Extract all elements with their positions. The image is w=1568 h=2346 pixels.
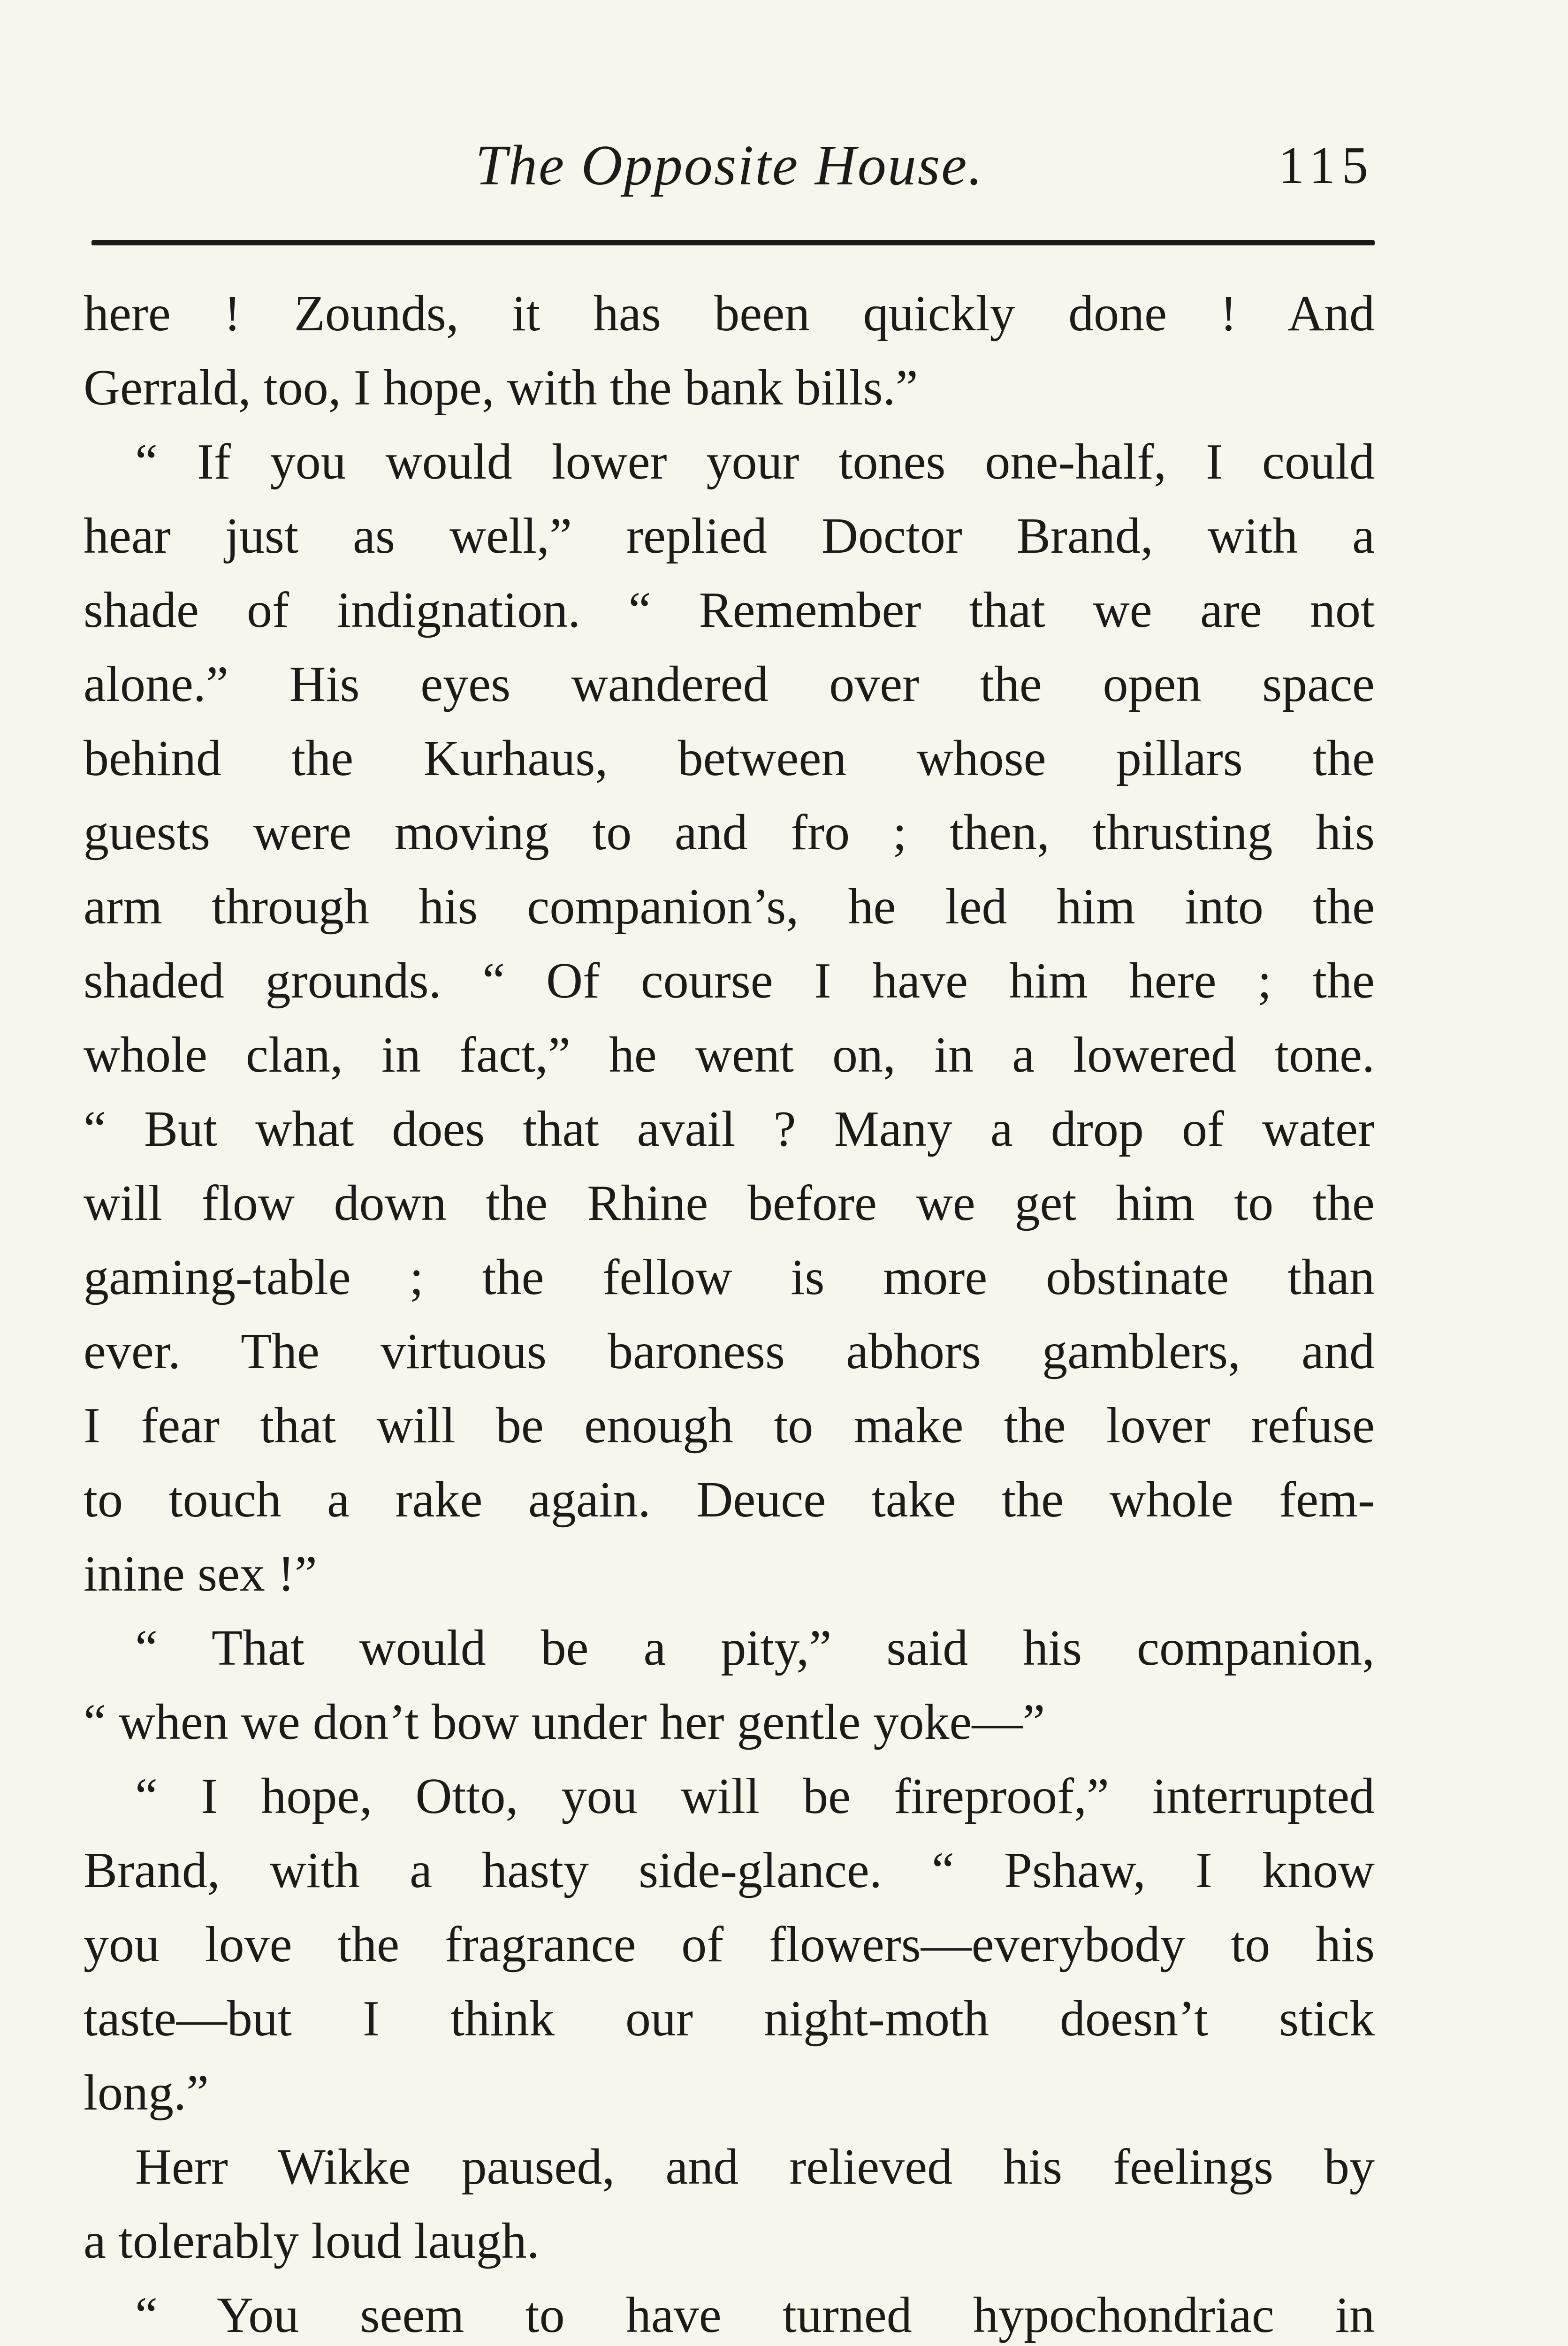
text-line: “ You seem to have turned hypochondriac in <box>135 2287 1375 2343</box>
text-line: Herr Wikke paused, and relieved his feelings by <box>135 2139 1375 2195</box>
text-line: arm through his companion’s, he led him into the <box>84 879 1375 935</box>
text-line: you love the fragrance of flowers—everybody to his <box>84 1917 1375 1973</box>
text-line: “ That would be a pity,” said his companion, <box>135 1620 1375 1676</box>
text-line: Gerrald, too, I hope, with the bank bills.” <box>84 360 918 416</box>
text-line: inine sex !” <box>84 1546 317 1602</box>
text-line: Brand, with a hasty side-glance. “ Pshaw, I know <box>84 1843 1375 1898</box>
running-head <box>84 126 1375 206</box>
text-line: shaded grounds. “ Of course I have him here ; the <box>84 953 1375 1009</box>
text-line: “ If you would lower your tones one-half, I could <box>135 434 1375 490</box>
page-number: 115 <box>1278 137 1375 195</box>
text-line: gaming-table ; the fellow is more obstinate than <box>84 1249 1375 1305</box>
header-rule <box>91 240 1375 245</box>
text-line: “ I hope, Otto, you will be fireproof,” interrupted <box>135 1768 1375 1824</box>
body-text <box>84 277 1375 2346</box>
text-line: long.” <box>84 2065 209 2121</box>
text-line: taste—but I think our night-moth doesn’t stick <box>84 1991 1375 2047</box>
running-head-title: The Opposite House. <box>475 134 984 197</box>
text-line: “ But what does that avail ? Many a drop of water <box>84 1101 1375 1157</box>
text-line: alone.” His eyes wandered over the open space <box>84 656 1375 712</box>
text-line: shade of indignation. “ Remember that we are not <box>84 582 1375 638</box>
text-line: whole clan, in fact,” he went on, in a lowered tone. <box>84 1027 1375 1083</box>
text-line: to touch a rake again. Deuce take the whole fem- <box>84 1472 1375 1528</box>
text-line: guests were moving to and fro ; then, thrusting his <box>84 805 1375 861</box>
text-line: hear just as well,” replied Doctor Brand, with a <box>84 508 1375 564</box>
text-line: behind the Kurhaus, between whose pillars the <box>84 731 1375 786</box>
text-line: will flow down the Rhine before we get him to the <box>84 1175 1375 1231</box>
text-line: here ! Zounds, it has been quickly done ! And <box>84 286 1375 342</box>
text-line: I fear that will be enough to make the lover refuse <box>84 1398 1375 1454</box>
text-line: a tolerably loud laugh. <box>84 2213 540 2269</box>
text-line: “ when we don’t bow under her gentle yoke—” <box>84 1694 1045 1750</box>
text-line: ever. The virtuous baroness abhors gamblers, and <box>84 1324 1375 1379</box>
